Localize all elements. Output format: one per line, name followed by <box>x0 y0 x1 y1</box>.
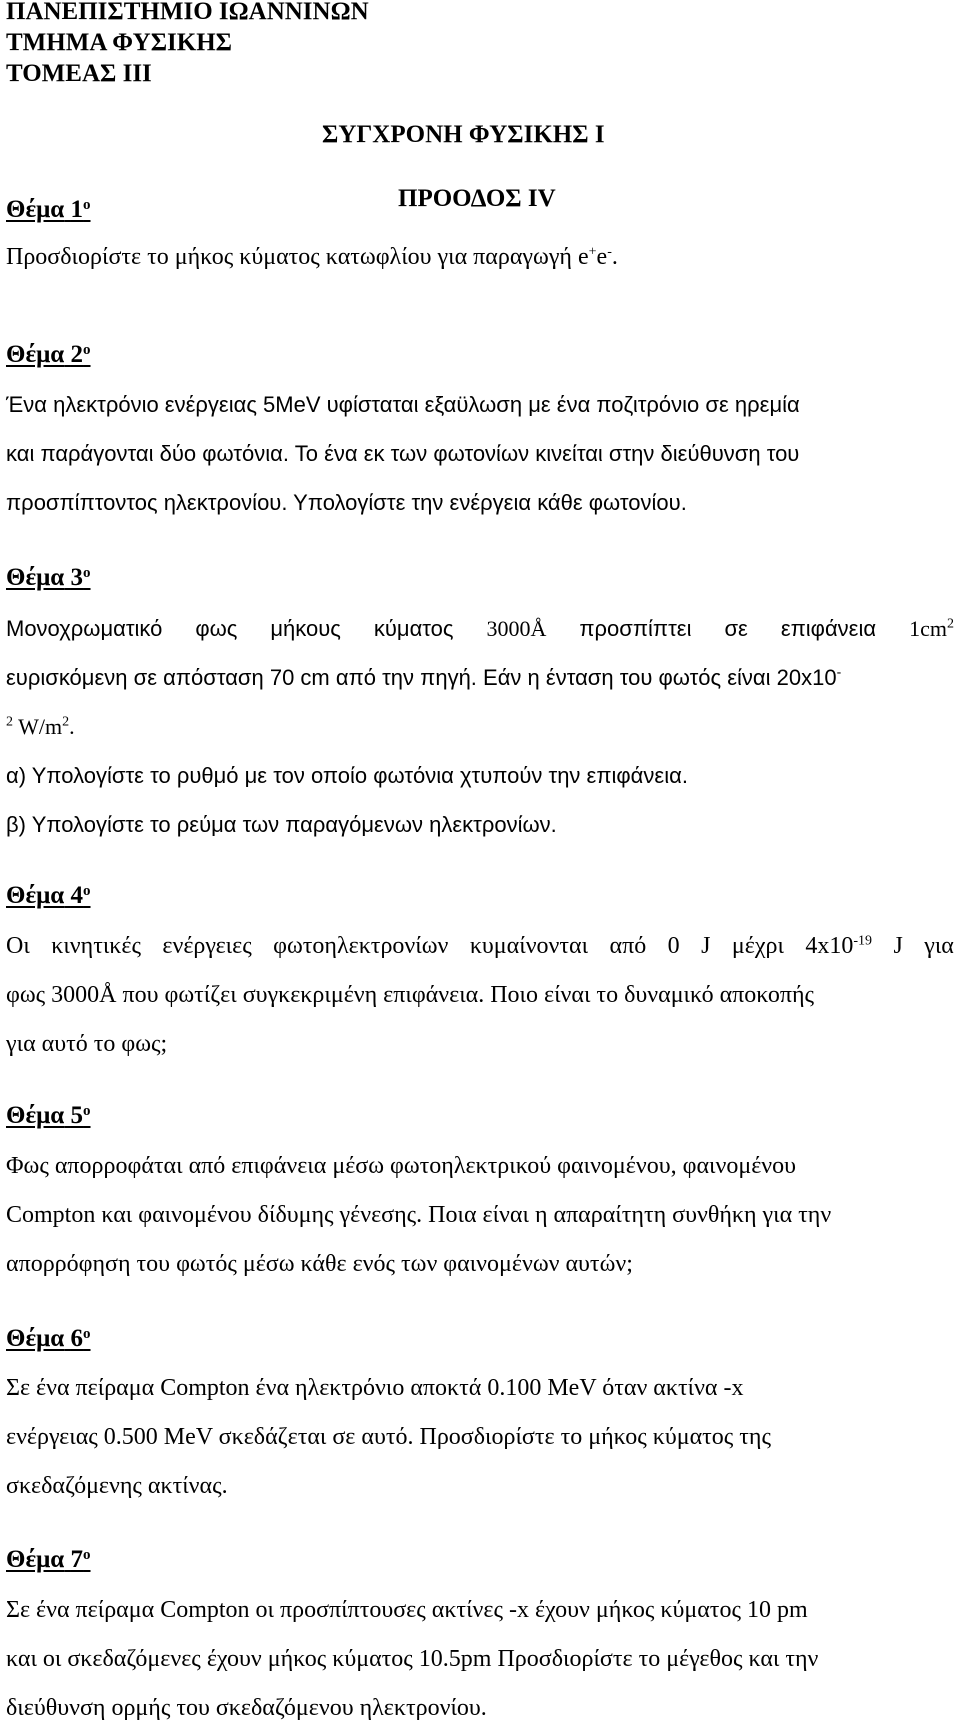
superscript: + <box>588 244 597 260</box>
word: φωτοηλεκτρονίων <box>273 933 449 959</box>
word: 0 <box>667 933 680 959</box>
topic-7-text <box>6 1586 954 1733</box>
topic-6-line-2: ενέργειας 0.500 MeV σκεδάζεται σε αυτό. Προσδιορίστε το μήκος κύματος της <box>6 1424 771 1450</box>
topic-word: Θέμα <box>6 1546 65 1573</box>
word: Μονοχρωματικό <box>6 616 163 641</box>
topic-3-line-2 <box>6 653 954 702</box>
topic-3-part-a: α) Υπολογίστε το ρυθμό με τον οποίο φωτόνια χτυπούν την επιφάνεια. <box>6 763 688 788</box>
topic-suffix: ο <box>83 1102 91 1119</box>
topic-1-title <box>6 196 91 224</box>
topic-number: 4 <box>70 882 84 909</box>
topic-word: Θέμα <box>6 341 65 368</box>
text-run: . <box>69 714 75 739</box>
topic-5-line-2: Compton και φαινομένου δίδυμης γένεσης. Ποια είναι η απαραίτητη συνθήκη για την <box>6 1202 832 1228</box>
topic-6-text <box>6 1364 954 1511</box>
topic-7-line-2: και οι σκεδαζόμενες έχουν μήκος κύματος 10.5pm Προσδιορίστε το μέγεθος και την <box>6 1646 819 1672</box>
topic-6-title <box>6 1325 91 1353</box>
word: προσπίπτει <box>579 616 692 641</box>
word-with-superscript <box>909 604 954 653</box>
word: Οι <box>6 933 30 959</box>
topic-6-line-3: σκεδαζόμενης ακτίνας. <box>6 1473 228 1499</box>
superscript: 2 <box>6 714 13 730</box>
topic-word: Θέμα <box>6 1102 65 1129</box>
superscript: 2 <box>946 616 954 632</box>
word: κινητικές <box>51 933 141 959</box>
topic-3-part-b: β) Υπολογίστε το ρεύμα των παραγόμενων ηλεκτρονίων. <box>6 812 557 837</box>
topic-3-line-1 <box>6 604 954 653</box>
topic-1-line <box>6 233 954 282</box>
topic-number: 3 <box>70 564 84 591</box>
superscript: - <box>607 244 612 260</box>
word: επιφάνεια <box>780 616 877 641</box>
topic-suffix: ο <box>83 882 91 899</box>
topic-4-line-2: φως 3000Å που φωτίζει συγκεκριμένη επιφάνεια. Ποιο είναι το δυναμικό αποκοπής <box>6 982 815 1008</box>
word: για <box>924 933 954 959</box>
topic-number: 6 <box>70 1325 84 1352</box>
word: J <box>893 933 903 959</box>
word: ενέργειες <box>162 933 252 959</box>
word: κυμαίνονται <box>469 933 589 959</box>
topic-number: 1 <box>70 196 84 223</box>
word: 4x10 <box>805 933 854 959</box>
topic-1-text <box>6 233 954 282</box>
word: φως <box>195 616 238 641</box>
topic-3-text <box>6 604 954 849</box>
university-name: ΠΑΝΕΠΙΣΤΗΜΙΟ ΙΩΑΝΝΙΝΩΝ <box>6 0 369 25</box>
topic-5-line-1: Φως απορροφάται από επιφάνεια μέσω φωτοηλεκτρικού φαινομένου, φαινομένου <box>6 1153 797 1179</box>
document-header <box>6 0 369 89</box>
word: J <box>701 933 711 959</box>
word: 1cm <box>909 616 947 641</box>
topic-word: Θέμα <box>6 1325 65 1352</box>
topic-number: 2 <box>70 341 84 368</box>
topic-3-line-3 <box>6 702 954 751</box>
exam-title: ΠΡΟΟΔΟΣ IV <box>398 185 556 212</box>
word-with-superscript <box>805 922 872 971</box>
topic-2-text <box>6 380 954 527</box>
superscript: 2 <box>62 714 70 730</box>
topic-number: 5 <box>70 1102 84 1129</box>
text-run: W/m <box>13 714 63 739</box>
course-title: ΣΥΓΧΡΟΝΗ ΦΥΣΙΚΗΣ Ι <box>322 121 605 148</box>
text-run: Προσδιορίστε το μήκος κύματος κατωφλίου για παραγωγή e <box>6 244 589 270</box>
department-name: ΤΜΗΜΑ ΦΥΣΙΚΗΣ <box>6 29 233 56</box>
topic-word: Θέμα <box>6 882 65 909</box>
topic-4-line-3: για αυτό το φως; <box>6 1031 168 1057</box>
topic-5-text <box>6 1142 954 1289</box>
topic-2-line-2: και παράγονται δύο φωτόνια. Το ένα εκ των φωτονίων κινείται στην διεύθυνση του <box>6 441 800 466</box>
topic-2-line-1: Ένα ηλεκτρόνιο ενέργειας 5MeV υφίσταται εξαϋλωση με ένα ποζιτρόνιο σε ηρεμία <box>6 392 800 417</box>
word: κύματος <box>373 616 454 641</box>
topic-suffix: ο <box>83 341 91 358</box>
text-run: . <box>611 244 618 270</box>
topic-suffix: ο <box>83 196 91 213</box>
word: σε <box>724 616 748 641</box>
topic-number: 7 <box>70 1546 84 1573</box>
topic-5-line-3: απορρόφηση του φωτός μέσω κάθε ενός των φαινομένων αυτών; <box>6 1251 633 1277</box>
topic-7-line-1: Σε ένα πείραμα Compton οι προσπίπτουσες ακτίνες -x έχουν μήκος κύματος 10 pm <box>6 1597 808 1623</box>
topic-5-title <box>6 1102 91 1130</box>
word: μήκους <box>270 616 341 641</box>
topic-4-title <box>6 882 91 910</box>
superscript: - <box>836 663 842 680</box>
topic-6-line-1: Σε ένα πείραμα Compton ένα ηλεκτρόνιο αποκτά 0.100 MeV όταν ακτίνα -x <box>6 1375 744 1401</box>
sector-name: ΤΟΜΕΑΣ ΙΙΙ <box>6 60 152 87</box>
topic-suffix: ο <box>83 1546 91 1563</box>
topic-7-title <box>6 1546 91 1574</box>
topic-7-line-3: διεύθυνση ορμής του σκεδαζόμενου ηλεκτρονίου. <box>6 1695 487 1721</box>
text-run: e <box>596 244 608 270</box>
topic-2-title <box>6 341 91 369</box>
word: από <box>609 933 647 959</box>
word: μέχρι <box>731 933 784 959</box>
topic-2-line-3: προσπίπτοντος ηλεκτρονίου. Υπολογίστε την ενέργεια κάθε φωτονίου. <box>6 490 687 515</box>
topic-suffix: ο <box>83 564 91 581</box>
topic-4-line-1 <box>6 922 954 971</box>
topic-suffix: ο <box>83 1325 91 1342</box>
superscript: -19 <box>853 933 873 949</box>
topic-word: Θέμα <box>6 196 65 223</box>
topic-word: Θέμα <box>6 564 65 591</box>
text-run: ευρισκόμενη σε απόσταση 70 cm από την πηγή. Εάν η ένταση του φωτός είναι 20x10 <box>6 665 837 690</box>
word: 3000Å <box>486 616 547 641</box>
topic-3-title <box>6 564 91 592</box>
topic-4-text <box>6 922 954 1069</box>
